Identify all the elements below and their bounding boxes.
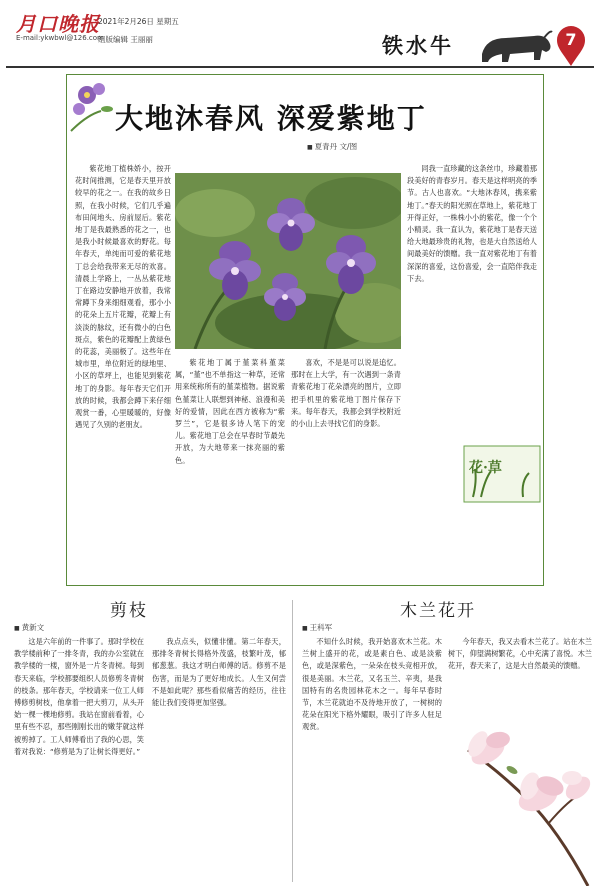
column-1-text-a [14, 636, 144, 886]
magnolia-blossom [561, 771, 594, 804]
feature-column-1 [75, 163, 171, 577]
magnolia-blossom [515, 770, 566, 816]
feature-article [66, 74, 544, 586]
column-paragraph: 不知什么时候，我开始喜欢木兰花。木兰树上盛开的花，或是素白色、或是淡紫色，或是深紫色，一朵朵在枝头竞相开放，很是美丽。木兰花，又名玉兰、辛夷，是我国特有的名贵园林花木之一。每年早春时节，木兰花就迫不及待地开放了，一树树的花朵在阳光下格外耀眼，吸引了许多人驻足观赏。 [302, 637, 442, 732]
magnolia-illustration-icon [448, 690, 596, 886]
column-paragraph: 这是六年前的一件事了。那时学校在教学楼前种了一排冬青，我的办公室就在教学楼的一楼，窗外是一片冬青树。每到春天来临，学校都要组织人员修剪冬青树的枝条。那年春天，学校请来一位工人师傅修剪树枝，他拿着一把大剪刀，从头开始一棵一棵地修剪。我站在窗前看着，心里有些不忍，那些刚刚长出的嫩芽就这样被剪掉了。工人师傅看出了我的心思，笑着对我说：“修剪是为了让树长得更好。” [14, 637, 144, 756]
feature-paragraph: 喜欢，不是是可以说是追忆。那时在上大学，有一次遇到一条青青紫花地丁花朵漂亮的图片，立即把手机里的紫花地丁图片保存下来。每年春天，我都会到学校附近的小山上去寻找它们的身影。 [291, 358, 401, 429]
feature-headline: 大地沐春风 深爱紫地丁 [115, 102, 427, 135]
column-paragraph: 今年春天，我又去看木兰花了。站在木兰树下，仰望满树繁花，心中充满了喜悦。木兰花开，春天来了，这是大自然最美的馈赠。 [448, 637, 592, 671]
column-2-text-b [448, 636, 592, 688]
newspaper-logo: 月口晚报 [16, 12, 100, 36]
feature-column-3 [291, 357, 401, 577]
masthead [6, 6, 594, 68]
column-divider [292, 600, 293, 882]
violet-photo [175, 173, 401, 349]
feature-column-2 [175, 357, 285, 577]
feature-column-4 [407, 163, 537, 437]
violet-flowers-image [175, 173, 401, 349]
feature-byline: ■ 夏青丹 文/图 [307, 141, 357, 152]
column-byline: ■ 王科军 [302, 622, 332, 633]
column-paragraph: 我点点头，似懂非懂。第二年春天，那排冬青树长得格外茂盛，枝繁叶茂，郁郁葱葱。我这才明白师傅的话。修剪不是伤害，而是为了更好地成长。人生又何尝不是如此呢？那些看似痛苦的经历，往往能让我们变得更加坚强。 [152, 637, 286, 708]
page-number: 7 [565, 30, 577, 49]
email-address: E-mail:ykwbwl@126.com [16, 34, 104, 42]
feature-paragraph: 紫花地丁植株娇小，按开花时间推测，它是春天里开放较早的花之一。在我的故乡日照，在我小时候，它们几乎遍布田间地头、房前屋后。紫花地丁是我最熟悉的花之一，也是我小时候最喜欢的野花。每年春天，单纯而可爱的紫花地丁总会给我带来无尽的欢喜。清晨上学路上，一丛丛紫花地丁在路边安静地开放着，我常常蹲下身来细细观看，那小小的花朵上五片花瓣，花瓣上有淡淡的脉纹，还有微小的白色斑点，紫色的花瓣配上黄绿色的花蕊，美丽极了。这些年在城市里，单位附近的绿地里、小区的草坪上，也能见到紫花地丁的身影。每年春天它们开放的时候，我都会蹲下来仔细观赏一番，心里暖暖的，好像遇见了久别的老朋友。 [75, 164, 171, 430]
iron-ox-icon [476, 24, 554, 66]
editor-credit: 组版编辑 王丽丽 [98, 35, 153, 44]
feature-paragraph: 同我一直珍藏的这条丝巾，珍藏着那段美好的青春岁月。春天是这样明亮的季节。古人也喜欢。“大地沐春风，携来紫地丁。”春天的阳光照在草地上，紫花地丁开得正好，一株株小小的紫花，像一个个小精灵。我一直认为，紫花地丁是春天送给大地最珍贵的礼物，也是大自然送给人间最美好的馈赠。我一直对紫花地丁有着深深的喜爱，这份喜爱，会一直陪伴我走下去。 [407, 164, 537, 283]
column-byline: ■ 黄新文 [14, 622, 44, 633]
column-title: 木兰花开 [400, 601, 476, 621]
column-2-text-a [302, 636, 442, 886]
feature-paragraph: 紫花地丁属于堇菜科堇菜属，“堇”也不单指这一种草，还常用来统称所有的堇菜植物。据说紫色堇菜让人联想到神秘、浪漫和美好的爱情，因此在西方被称为“紫罗兰”，它是很多诗人笔下的宠儿。紫花地丁总会在早春时节最先开放，为大地带来一抹亮丽的紫色。 [175, 358, 285, 465]
issue-date: 2021年2月26日 星期五 [98, 17, 179, 26]
column-title: 剪枝 [110, 601, 148, 621]
spring-logo-text: 花·草 [469, 460, 502, 476]
column-1-text-b [152, 636, 286, 886]
header-rule [6, 66, 594, 68]
page-number-badge [556, 26, 586, 66]
section-title: 铁水牛 [382, 33, 454, 58]
